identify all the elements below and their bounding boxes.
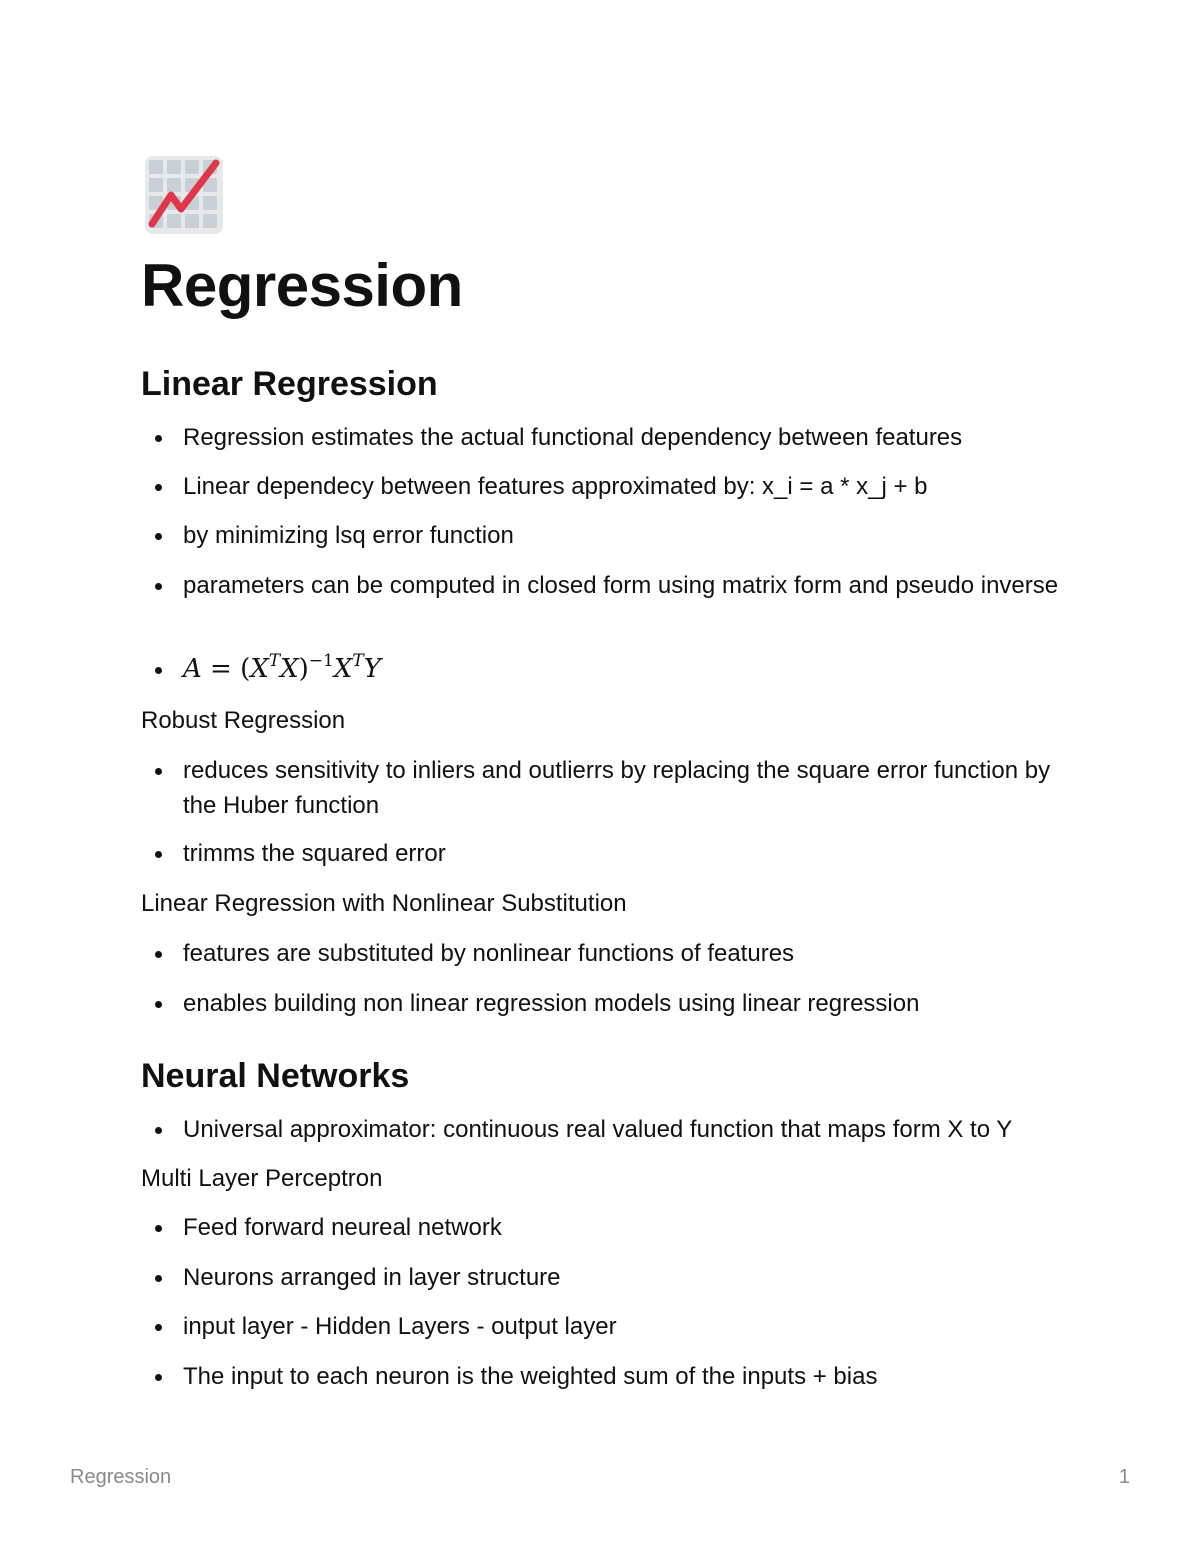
list-item: Universal approximator: continuous real valued function that maps form X to Y (183, 1112, 1063, 1147)
list-item: The input to each neuron is the weighted sum of the inputs + bias (183, 1359, 1063, 1394)
heading-neural-networks: Neural Networks (141, 1057, 410, 1095)
page-title: Regression (141, 252, 463, 319)
list-item: Linear dependecy between features approximated by: x_i = a * x_j + b (183, 469, 1063, 504)
list-item: by minimizing lsq error function (183, 518, 1063, 553)
formula-normal-equation (183, 652, 1063, 687)
list-item: enables building non linear regression models using linear regression (183, 986, 1063, 1021)
list-item: input layer - Hidden Layers - output layer (183, 1309, 1063, 1344)
list-item: Regression estimates the actual functional dependency between features (183, 420, 1063, 455)
formula-inverse: −1 (308, 651, 334, 671)
formula-lhs: A (183, 654, 202, 684)
formula-x1: X (250, 654, 269, 684)
heading-robust-regression: Robust Regression (141, 707, 346, 734)
list-item: features are substituted by nonlinear functions of features (183, 936, 1063, 971)
list-item: parameters can be computed in closed form using matrix form and pseudo inverse (183, 568, 1063, 603)
formula-x2: X (280, 654, 299, 684)
list-item: Neurons arranged in layer structure (183, 1260, 1063, 1295)
formula-x3: X (333, 654, 353, 684)
formula-transpose-1: T (268, 651, 281, 671)
page-number: 1 (1118, 1466, 1130, 1488)
formula-open-paren: ( (240, 654, 251, 684)
formula-y: Y (363, 654, 381, 684)
heading-linear-regression: Linear Regression (141, 365, 438, 403)
list-item: trimms the squared error (183, 836, 1063, 871)
heading-nonlinear-substitution: Linear Regression with Nonlinear Substitution (141, 890, 627, 917)
formula-transpose-2: T (352, 651, 364, 671)
formula-close-paren: ) (298, 654, 309, 684)
list-item: Feed forward neureal network (183, 1210, 1063, 1245)
heading-multi-layer-perceptron: Multi Layer Perceptron (141, 1165, 383, 1192)
footer-title: Regression (70, 1466, 172, 1488)
list-item: reduces sensitivity to inliers and outlierrs by replacing the square error function by the Huber function (183, 753, 1063, 823)
formula-equals: = (210, 654, 232, 684)
chart-increasing-icon (144, 155, 224, 235)
